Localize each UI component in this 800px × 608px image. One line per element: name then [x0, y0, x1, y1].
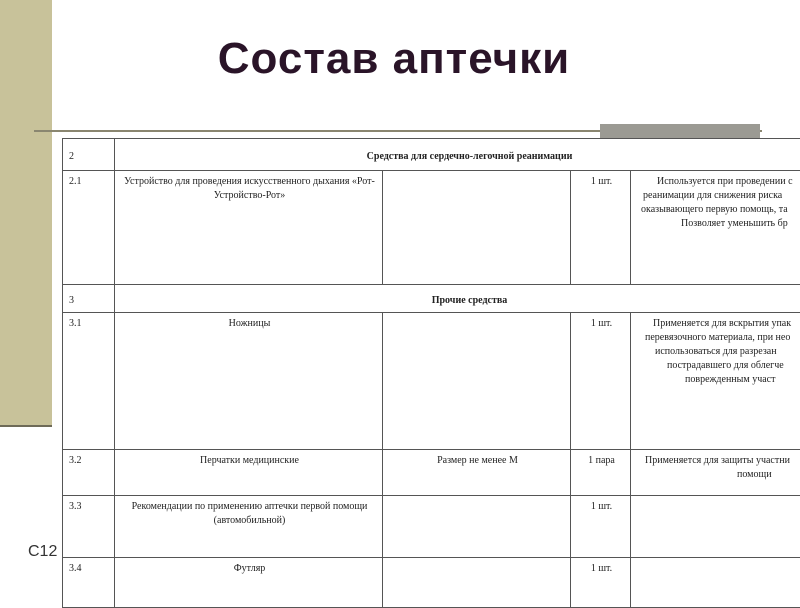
item-name: Устройство для проведения искусственного дыхания «Рот-Устройство-Рот» — [115, 171, 383, 285]
item-name: Ножницы — [115, 313, 383, 450]
item-name: Перчатки медицинские — [115, 450, 383, 496]
item-name: Футляр — [115, 558, 383, 608]
section-number: 2 — [63, 139, 115, 171]
note-line: реанимации для снижения риска — [637, 189, 800, 203]
first-aid-kit-table — [62, 138, 800, 608]
note-line: Применяется для вскрытия упак — [637, 317, 800, 331]
item-spec — [383, 496, 571, 558]
note-line: пострадавшего для облегче — [637, 359, 800, 373]
item-quantity: 1 шт. — [571, 558, 631, 608]
note-line: помощи — [637, 468, 800, 482]
note-line: оказывающего первую помощь, та — [637, 203, 800, 217]
section-row — [63, 285, 800, 313]
section-title: Средства для сердечно-легочной реанимации — [115, 139, 800, 171]
item-note — [631, 496, 800, 558]
left-accent-underline — [0, 425, 52, 427]
item-spec — [383, 558, 571, 608]
item-spec — [383, 171, 571, 285]
section-row — [63, 139, 800, 171]
section-title: Прочие средства — [115, 285, 800, 313]
slide-number: С12 — [28, 543, 57, 561]
table-row — [63, 313, 800, 450]
note-line: поврежденным участ — [637, 373, 800, 387]
table-row — [63, 558, 800, 608]
item-quantity: 1 пара — [571, 450, 631, 496]
table-row — [63, 496, 800, 558]
divider-accent-block — [600, 124, 760, 138]
item-spec — [383, 313, 571, 450]
item-note — [631, 558, 800, 608]
item-name: Рекомендации по применению аптечки первой помощи (автомобильной) — [115, 496, 383, 558]
item-quantity: 1 шт. — [571, 496, 631, 558]
note-line: Позволяет уменьшить бр — [637, 217, 800, 231]
row-number: 3.4 — [63, 558, 115, 608]
row-number: 3.1 — [63, 313, 115, 450]
note-line: перевязочного материала, при нео — [637, 331, 800, 345]
item-spec: Размер не менее М — [383, 450, 571, 496]
note-line: Используется при проведении с — [637, 175, 800, 189]
item-quantity: 1 шт. — [571, 171, 631, 285]
row-number: 3.2 — [63, 450, 115, 496]
note-line: Применяется для защиты участни — [637, 454, 800, 468]
row-number: 3.3 — [63, 496, 115, 558]
item-note — [631, 313, 800, 450]
slide-title: Состав аптечки — [0, 34, 800, 84]
table-row — [63, 171, 800, 285]
item-quantity: 1 шт. — [571, 313, 631, 450]
table-row — [63, 450, 800, 496]
item-note — [631, 450, 800, 496]
item-note — [631, 171, 800, 285]
row-number: 2.1 — [63, 171, 115, 285]
section-number: 3 — [63, 285, 115, 313]
note-line: использоваться для разрезан — [637, 345, 800, 359]
